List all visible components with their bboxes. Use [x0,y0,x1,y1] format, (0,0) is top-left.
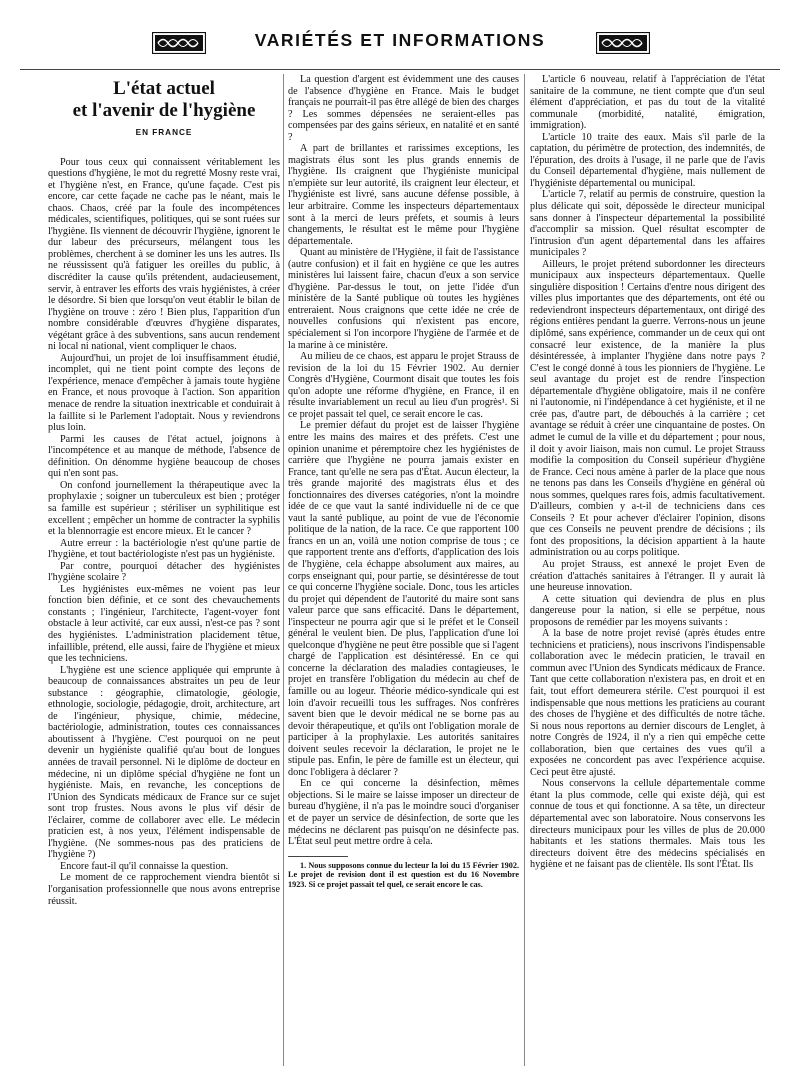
column-divider [283,74,284,1066]
paragraph: Le moment de ce rapprochement viendra bientôt si l'organisation professionnelle que nous avons entreprise réussit. [48,872,280,907]
paragraph: A part de brillantes et rarissimes exceptions, les magistrats élus sont les plus grands ennemis de l'hygiène. Ils craignent que l'hygiéniste municipal n'empiète sur leur autorité, ils craignent leur électeur, et l'hygiéniste est livré, sans aucune défense possible, à leur arbitraire. Comme les inspecteurs départementaux sont à la merci de leurs préfets, et soumis à leurs changements, le résultat est le même pour l'hygiène départementale. [288,143,519,247]
paragraph: L'article 7, relatif au permis de construire, question la plus délicate qui soit, dépossède le directeur municipal sans donner à l'inspecteur départemental la possibilité d'accomplir sa mission. Quel résultat escompter de l'intrusion d'un agent départemental dans les affaires municipales ? [530,189,765,259]
page-header [0,26,800,62]
article-title-line2: et l'avenir de l'hygiène [72,100,256,121]
article-title-line1: L'état actuel [113,78,215,99]
header-rule [20,69,780,70]
paragraph: Aujourd'hui, un projet de loi insuffisamment étudié, incomplet, qui ne tient point compte des leçons de l'expérience, menace d'empêcher à jamais toute hygiène en France, et nous provoque à l'action. Son apparition menace de rendre la situation inextricable et conduirait à la faillite si le Parlement l'adoptait. Nous y reviendrons plus loin. [48,352,280,434]
paragraph: La question d'argent est évidemment une des causes de l'absence d'hygiène en France. Mais le budget français ne pourrait-il pas être allégé de bien des charges ? Les sommes dépensées ne seraient-elles pas compensées par des gains sérieux, en natalité et en santé ? [288,74,519,143]
paragraph: Autre erreur : la bactériologie n'est qu'une partie de l'hygiène, et tout bactériologiste n'est pas un hygiéniste. [48,537,280,561]
paragraph: Les hygiénistes eux-mêmes ne voient pas leur fonction bien définie, et ce sont des chevauchements constants ; l'ingénieur, l'architecte, l'agent-voyer font obstacle à leur activité, car eux aussi, n'est-ce pas ? sont des hygiénistes. L'administration placidement têtue, infaillible, prétend, elle aussi, faire de l'hygiène et mieux que les techniciens. [48,583,280,665]
paragraph: L'hygiène est une science appliquée qui emprunte à beaucoup de connaissances abstraites un peu de leur substance : géographie, climatologie, géologie, ethnologie, sociologie, pédagogie, droit, architecture, art de l'ingénieur, physique, chimie, médecine, bactériologie, administration, toutes ces connaissances aboutissent à l'hygiène. C'est pourquoi on ne peut devenir un hygiéniste qualifié qu'au bout de longues années de travail personnel. Ni le diplôme de docteur en médecine, ni un diplôme spécial d'hygiène ne font un hygiéniste. Mais, en revanche, les conceptions de l'Union des Syndicats médicaux de France sur ce sujet sont trop frustes. Nous avons le plus vif désir de l'éclairer, comme de collaborer avec elle. Le médecin praticien est, à nos yeux, l'élément indispensable de l'hygiène. (Ne sommes-nous pas des praticiens de l'hygiène ?) [48,664,280,861]
column-1 [48,74,280,907]
paragraph: A la base de notre projet revisé (après études entre techniciens et praticiens), nous inscrivons l'indispensable collaboration avec le médecin praticien, le travail en commun avec l'Union des Syndicats médicaux de France. Tant que cette collaboration n'existera pas, en droit et en fait, tout effort demeurera stérile. C'est pourquoi il est indispensable que nous mettions les praticiens au courant des choses de l'hygiène et des difficultés de notre tâche. Si nous nous reportons au dernier discours de Lenglet, à notre Congrès de 1924, il n'y a rien qui empêche cette collaboration, bien que certaines des vues qu'il a exposées ne concordent pas avec l'expérience acquise. Ceci peut être ajusté. [530,628,765,778]
paragraph: Par contre, pourquoi détacher des hygiénistes l'hygiène scolaire ? [48,560,280,584]
article-subtitle: EN FRANCE [135,128,193,137]
paragraph: Au projet Strauss, est annexé le projet Even de création d'attachés sanitaires à l'étranger. Il y aurait là une heureuse innovation. [530,558,765,594]
footnote: 1. Nous supposons connue du lecteur la loi du 15 Février 1902. Le projet de revision dont il est question est du 16 Novembre 1923. Si ce projet passait tel quel, ce serait encore le cas. [288,860,519,889]
paragraph: A cette situation qui deviendra de plus en plus dangereuse pour la nation, si elle se perpétue, nous proposons de remédier par les moyens suivants : [530,593,765,628]
paragraph: Nous conservons la cellule départementale comme étant la plus commode, celle qui existe déjà, qui est connue de tous et qui fonctionne. A sa tête, un directeur départemental avec son laboratoire. Nous conservons les directeurs municipaux pour les villes de plus de 20.000 habitants et les stations thermales. Mais tous les directeurs doivent être des médecins spécialisés en hygiène et ne faisant pas de clientèle. Ils sont l'État. Ils [530,778,765,871]
paragraph: Quant au ministère de l'Hygiène, il fait de l'assistance (autre confusion) et il fait en hygiène ce que les autres ministères lui laissent faire, chacun d'eux a son service d'hygiène. Par-dessus le tout, on jette l'idée d'un ministère de la Santé publique où toutes les hygiènes entreraient. Nous craignons que cette idée ne crée de nouvelles confusions qui n'existent pas encore, spécialement si l'on incorpore l'hygiène de l'armée et de la marine à ce ministère. [288,247,519,351]
paragraph: L'article 6 nouveau, relatif à l'appréciation de l'état sanitaire de la commune, ne tient compte que d'un seul élément d'appréciation, et pas du tout de la vitalité communale (morbidité, natalité, émigration, immigration). [530,74,765,132]
column-2 [288,74,519,889]
paragraph: L'article 10 traite des eaux. Mais s'il parle de la captation, du périmètre de protection, des indemnités, de l'épuration, des droits à l'usage, il ne parle que de l'avis du Conseil départemental d'hygiène, mais nullement de l'hygiéniste départemental ou municipal. [530,131,765,189]
column-3 [530,74,765,871]
footnote-rule [288,856,348,857]
section-title: VARIÉTÉS ET INFORMATIONS [254,30,546,50]
paragraph: Ailleurs, le projet prétend subordonner les directeurs municipaux aux inspecteurs départementaux. Quelle singulière disposition ! Certains d'entre nous dirigent des villes plus importantes que des départements, ont été ou redeviendront inspecteurs départementaux, ont dirigé des régions entières pendant la guerre. Verrons-nous un jeune diplômé, sans expérience, commander un de ceux qui ont consacré leur existence, de la manière la plus désintéressée, à implanter l'hygiène dans notre pays ? C'est le congé donné à tous les pionniers de l'hygiène. Le seul avantage du projet est de rendre l'inspection départementale d'hygiène obligatoire, mais il ne confère ni l'autonomie, ni l'indépendance à cet hygiéniste, et il ne crée pas, d'autre part, de débouchés à la carrière ; cet avantage se réduit à créer une cinquantaine de postes. On admet le cumul de la ville et du département ; pour nous, il doit y avoir liaison, mais non cumul. Le projet Strauss modifie la composition du Conseil supérieur d'hygiène de France. Ceci nous amène à parler de la place que nous ne tenons pas dans les Conseils d'hygiène en général où nous sommes, quelques rares fois, admis facultativement. D'ailleurs, combien y a-t-il de techniciens dans ces Conseils ? Et pour achever d'éclairer l'opinion, disons que ces Conseils ne peuvent prendre de décisions ; ils font des propositions, la décision appartient à la haute administration ou au corps politique. [530,258,765,559]
paragraph: Encore faut-il qu'il connaisse la question. [60,860,229,872]
column-divider [524,74,525,1066]
paragraph: En ce qui concerne la désinfection, mêmes objections. Si le maire se laisse imposer un directeur de bureau d'hygiène, il n'a pas le moindre souci d'organiser et de payer un service de désinfection, de sorte que les médecins ne déclarent pas puisqu'on ne désinfecte pas. L'État seul peut mettre ordre à cela. [288,778,519,848]
paragraph: Le premier défaut du projet est de laisser l'hygiène entre les mains des maires et des préfets. C'est une opinion unanime et péremptoire chez les hygiénistes de carrière que l'hygiène ne pourra jamais exister en France, tant qu'elle ne sera pas d'État. Aucun électeur, la très grande majorité des magistrats élus et des fonctionnaires des diverses catégories, n'ont la moindre idée de ce que vaut la santé individuelle ni de ce que vaut la santé publique, au point de vue de l'économie politique de la nation, de la race. Ce que rapportent 100 francs en un an, voilà une notion comprise de tous ; ce que rapportent trente ans d'efforts, d'application des lois de l'hygiène, cela échappe absolument aux maires, au corps enseignant qui, pour partie, se désintéresse de tout ce qui concerne l'hygiène sociale. Donc, tous les articles du projet qui dépendent de l'autorité du maire sont sans valeur parce que sans efficacité. Dans le département, l'inspecteur ne pourra agir que si le préfet et le Conseil général le veulent bien. De plus, l'application d'une loi quelconque d'hygiène ne peut être possible que si l'agent chargé de l'application est désintéressé. En ce qui concerne la déclaration des maladies contagieuses, le projet en transfère l'obligation du médecin au chef de famille ou au logeur. Théorie médico-syndicale qui est loin d'avoir recueilli tous les suffrages. Nos confrères savent bien que le devoir médical ne se borne pas au devoir thérapeutique, et qu'ils ont l'obligation morale de participer à la prophylaxie. Les autorités sanitaires doivent seules recevoir la déclaration, le projet ne le stipule pas. Enfin, le père de famille est un électeur, qui donc l'obligera à déclarer ? [288,420,519,778]
ornament-icon [596,32,650,54]
paragraph: Au milieu de ce chaos, est apparu le projet Strauss de revision de la loi du 15 Février 1902. Au dernier Congrès d'Hygiène, Courmont disait que toutes les fois qu'on adopte une réforme d'hygiène, en France, il en résulte invariablement un recul au lieu d'un progrès¹. Si ce projet passait tel quel, ce serait encore le cas. [288,351,519,420]
paragraph: Pour tous ceux qui connaissent véritablement les questions d'hygiène, le mot du regretté Mosny reste vrai, et l'hygiène n'est, en France, qu'une façade. C'est pis encore, car cette façade ne cache pas le néant, mais le chaos. Chaos, créé par la foule des incompétences médicales, scientifiques, politiques, qui se sont ruées sur l'hygiène. Ils viennent de découvrir l'hygiène, ignorent le dur labeur des précurseurs, mélangent tous les problèmes, cherchent à se dominer les uns les autres. Ils ne réussissent qu'à fatiguer les oreilles du public, à discréditer la cause qu'ils prétendent, audacieusement, servir, à entraver les efforts des vrais hygiénistes, à créer le désordre. Si bien que lorsqu'on veut établir le bilan de l'hygiène on trouve : zéro ! Bien plus, l'apparition d'un nombre considérable d'œuvres d'hygiène disparates, végétant grâce à des subventions, sans aucun rendement ni local ni national, vient compliquer le chaos. [48,156,280,353]
paragraph: On confond journellement la thérapeutique avec la prophylaxie ; soigner un tuberculeux est bien ; protéger sa famille est supérieur ; stériliser un syphilitique est excellent ; empêcher un homme de contracter la syphilis et la blennorragie est encore mieux. Et le cancer ? [48,479,280,538]
paragraph: Parmi les causes de l'état actuel, joignons à l'incompétence et au manque de méthode, l'absence de définition. On dénomme hygiène beaucoup de choses qui n'en sont pas. [48,433,280,480]
article-title [48,78,280,122]
